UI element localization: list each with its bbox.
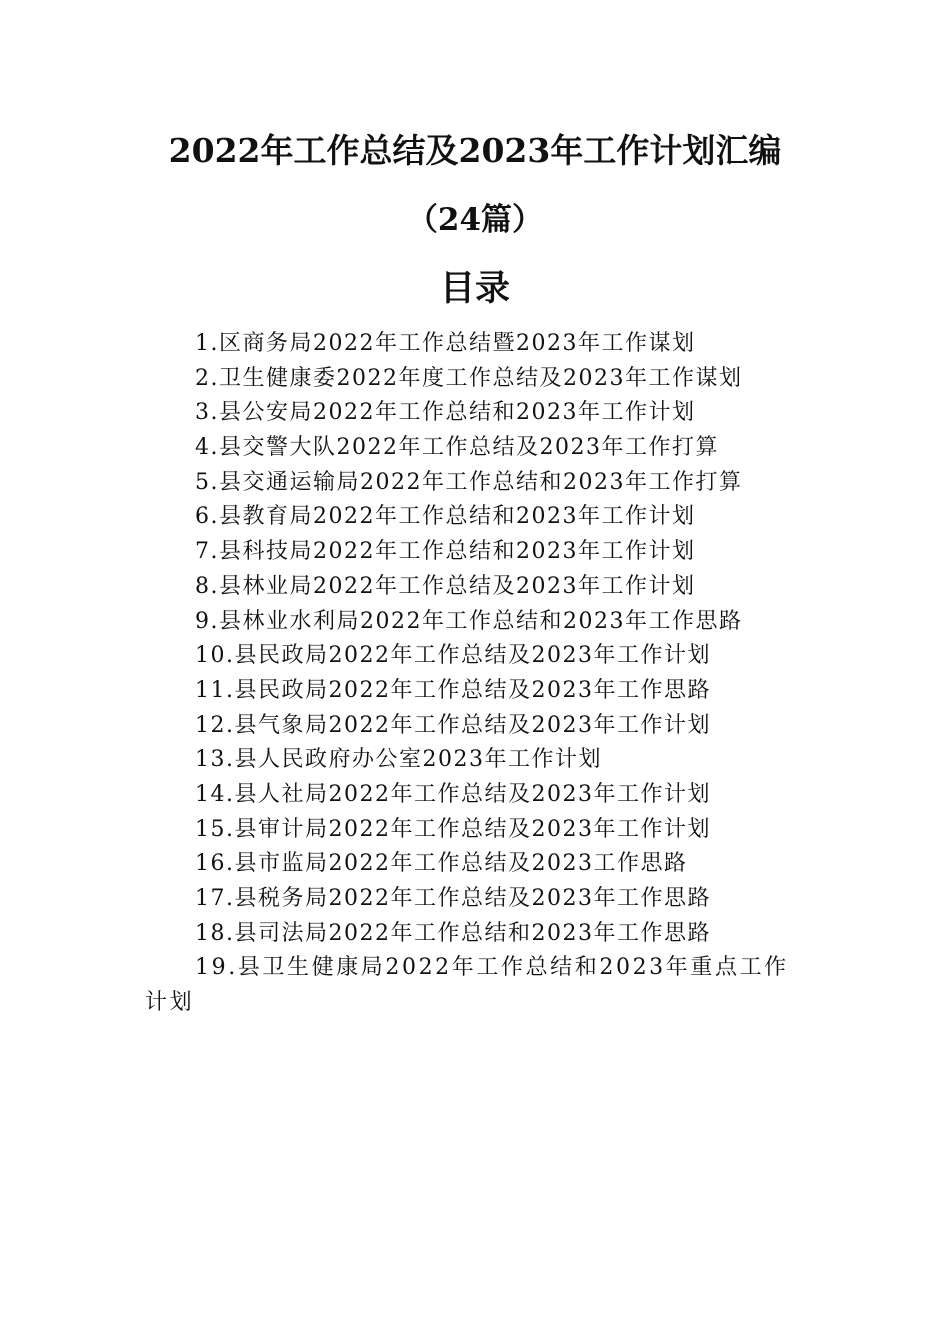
toc-item-18: 18.县司法局2022年工作总结和2023年工作思路	[195, 920, 711, 946]
document-subtitle: （24篇）	[406, 202, 544, 238]
document-title: 2022年工作总结及2023年工作计划汇编	[168, 131, 782, 170]
toc-item-1: 1.区商务局2022年工作总结暨2023年工作谋划	[195, 331, 696, 356]
toc-item-8: 8.县林业局2022年工作总结及2023年工作计划	[195, 573, 696, 599]
toc-item-7: 7.县科技局2022年工作总结和2023年工作计划	[195, 539, 696, 565]
toc-item-19: 19.县卫生健康局2022年工作总结和2023年重点工作计划	[145, 955, 789, 1016]
toc-item-15: 15.县审计局2022年工作总结及2023年工作计划	[195, 816, 711, 842]
toc-item-2: 2.卫生健康委2022年度工作总结及2023年工作谋划	[195, 365, 743, 391]
toc-item-17: 17.县税务局2022年工作总结及2023年工作思路	[195, 886, 711, 911]
toc-item-16: 16.县市监局2022年工作总结及2023工作思路	[195, 851, 688, 877]
toc-item-10: 10.县民政局2022年工作总结及2023年工作计划	[195, 643, 711, 669]
toc-item-5: 5.县交通运输局2022年工作总结和2023年工作打算	[195, 469, 743, 495]
toc-item-12: 12.县气象局2022年工作总结及2023年工作计划	[195, 712, 711, 738]
toc-item-6: 6.县教育局2022年工作总结和2023年工作计划	[195, 504, 696, 530]
toc-item-3: 3.县公安局2022年工作总结和2023年工作计划	[195, 400, 696, 426]
toc-item-9: 9.县林业水利局2022年工作总结和2023年工作思路	[195, 608, 743, 634]
toc-item-14: 14.县人社局2022年工作总结及2023年工作计划	[195, 781, 711, 807]
toc-item-4: 4.县交警大队2022年工作总结及2023年工作打算	[195, 435, 719, 461]
toc-heading: 目录	[439, 268, 510, 309]
table-of-contents	[145, 327, 810, 1021]
toc-item-13: 13.县人民政府办公室2023年工作计划	[195, 747, 602, 773]
toc-item-11: 11.县民政局2022年工作总结及2023年工作思路	[195, 677, 711, 703]
